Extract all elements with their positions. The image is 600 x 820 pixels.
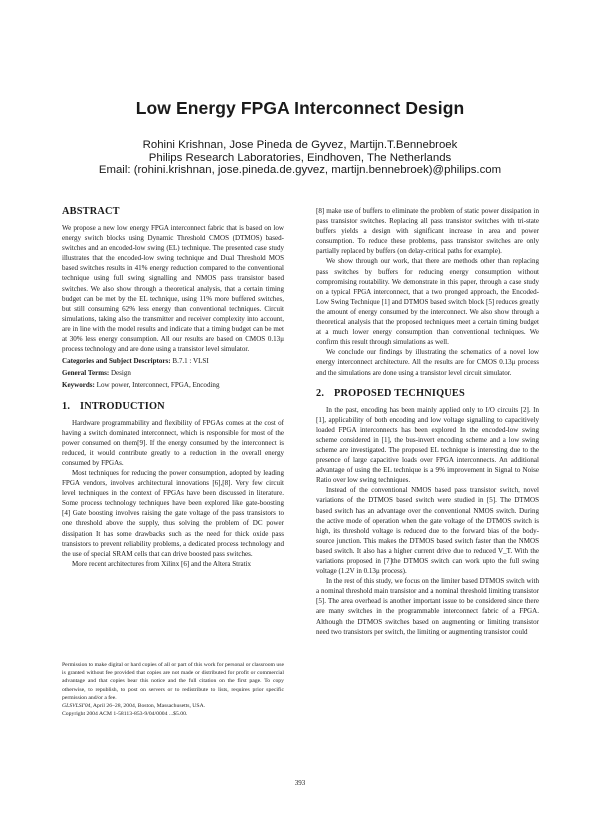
introduction-number: 1. — [62, 400, 71, 412]
right-paragraph-3: We conclude our findings by illustrating the schematics of a novel low energy interconnect architecture. All the results are for CMOS 0.13μ process and the simulations are done using a transistor level circuit simulator. — [316, 348, 539, 377]
general-terms-label: General Terms: — [62, 369, 110, 378]
proposed-number: 2. — [316, 387, 325, 399]
categories-label: Categories and Subject Descriptors: — [62, 357, 171, 366]
proposed-title: PROPOSED TECHNIQUES — [334, 387, 465, 399]
keywords-value: Low power, Interconnect, FPGA, Encoding — [96, 381, 220, 390]
intro-paragraph-1: Hardware programmability and flexibility of FPGAs comes at the cost of having a switch dominated interconnect, which is responsible for most of the power consumed on them[9]. If the energy consumed by the interconnect is reduced, it would contribute greatly to a reduction in the overall energy consumed by FPGAs. — [62, 418, 284, 467]
proposed-paragraph-3: In the rest of this study, we focus on the limiter based DTMOS switch with a nominal threshold main transistor and a nominal threshold limiting transistor [5]. The area overhead is another important issue to be considered since there are many switches in the programmable interconnect fabric of a FPGA. Although the DTMOS switches based on augmenting or limiting transistor need two transistors per switch, the limiting or augmenting transistor could — [316, 577, 539, 636]
conference-line — [62, 702, 284, 710]
conference-name: GLSVLSI'04, — [62, 703, 92, 710]
abstract-text: We propose a new low energy FPGA interconnect fabric that is based on low energy switch blocks using Dynamic Threshold CMOS (DTMOS) based-switches and an encoded-low swing (EL) technique. The presented case study illustrates that the encoded-low swing technique and Dual Threshold MOS based switches results in 41% energy reduction compared to the conventional technique using full swing signalling and NMOS pass transistor based switches. We also show through a theoretical analysis, that a certain timing budget can be met by the EL technique, using 11% more buffered switches, but still consuming 62% less energy than conventional techniques. Circuit simulations, taking also the transmitter and receiver complexity into account, are in line with the model results and indicate that a timing budget can be met at 30% less energy consumption. All our results are based on CMOS 0.13μ process technology and are done using a transistor level simulator. — [62, 224, 284, 354]
general-terms-line — [62, 368, 284, 378]
introduction-title: INTRODUCTION — [80, 400, 165, 412]
left-column — [62, 206, 284, 569]
intro-paragraph-3: More recent architectures from Xilinx [6] and the Altera Stratix — [72, 559, 252, 568]
right-paragraph-2: We show through our work, that there are methods other than replacing pass switches by buffers for reducing energy consumption without compromising routability. We demonstrate in this paper, through a case study on a typical FPGA interconnect, that a two pronged approach, the Encoded-Low Swing Technique [1] and DTMOS based switch block [5] reduces greatly the amount of energy consumed by the interconnect. We also show through a theoretical analysis that the proposed techniques meet a certain timing budget at a much lower energy consumption than conventional techniques. We confirm this result through simulations as well. — [316, 257, 539, 347]
introduction-heading — [62, 401, 284, 413]
conference-details: April 26–28, 2004, Boston, Massachusetts, USA. — [91, 703, 206, 710]
keywords-line — [62, 380, 284, 390]
author-affiliation: Philips Research Laboratories, Eindhoven, The Netherlands — [148, 151, 452, 164]
author-email: Email: (rohini.krishnan, jose.pineda.de.gyvez, martijn.bennebroek)@philips.com — [98, 164, 502, 177]
general-terms-value: Design — [110, 369, 131, 378]
categories-value: B.7.1 : VLSI — [172, 357, 209, 366]
author-block — [0, 139, 600, 177]
proposed-techniques-heading — [316, 388, 539, 400]
permission-text: Permission to make digital or hard copies of all or part of this work for personal or classroom use is granted without fee provided that copies are not made or distributed for profit or commercial advantage and that copies bear this notice and the full citation on the first page. To copy otherwise, to republish, to post on servers or to redistribute to lists, requires prior specific permission and/or a fee. — [62, 662, 284, 701]
author-names: Rohini Krishnan, Jose Pineda de Gyvez, Martijn.T.Bennebroek — [142, 139, 458, 151]
keywords-label: Keywords: — [62, 381, 95, 390]
intro-paragraph-2: Most techniques for reducing the power consumption, adopted by leading FPGA vendors, involves architectural innovations [6],[8]. Very few circuit level techniques in the context of FPGAs have been discussed in literature. Some process technology techniques have been explored like gate-boosting [4] Gate boosting involves raising the gate voltage of the pass transistors to one threshold above the supply, thus solving the problem of DC power dissipation It has some drawbacks such as the need for thick oxide pass transistors to prevent reliability problems, a dedicated process technology and the use of special SRAM cells that can drive boosted pass switches. — [62, 468, 284, 558]
categories-line — [62, 356, 284, 366]
copyright-line: Copyright 2004 ACM 1-58113-853-9/04/0004 ...$5.00. — [62, 711, 188, 718]
page-number: 393 — [294, 779, 306, 787]
right-paragraph-1: [8] make use of buffers to eliminate the problem of static power dissipation in pass transistor switches. Replacing all pass transistor switches with tri-state buffers yields a design with significant increase in area and power consumption. To reduce these problems, pass transistor switches are only partially replaced by buffers (on delay-critical paths for example). — [316, 207, 539, 256]
proposed-paragraph-2: Instead of the conventional NMOS based pass transistor switch, novel variations of the DTMOS based switch were studied in [5]. The DTMOS based switch has an advantage over the conventional NMOS switch. During the active mode of operation when the gate voltage of the DTMOS switch is high, its threshold voltage is reduced due to the forward bias of the body-source junction. This makes the DTMOS based switch faster than the NMOS based switch. It also has a higher current drive due to reduced V_T. With the variations proposed in [7]the DTMOS switch can work upto the full swing voltage (1.2V in 0.13μ process). — [316, 486, 539, 576]
proposed-paragraph-1: In the past, encoding has been mainly applied only to I/O circuits [2]. In [1], applicability of both encoding and low voltage signalling to capacitively loaded FPGA interconnects has been explored In the encoded-low swing scheme considered in [1], the bus-invert encoding scheme and a low swing scheme are investigated. The proposed EL technique is interesting due to the presence of large capacitive loads over FPGA interconnects. An additional advantage of using the EL technique is a 9% improvement in Signal to Noise Ratio over low swing techniques. — [316, 405, 539, 485]
right-column — [316, 206, 539, 637]
paper-title: Low Energy FPGA Interconnect Design — [135, 98, 465, 118]
abstract-heading: ABSTRACT — [62, 206, 120, 217]
permission-footnote — [62, 661, 284, 718]
